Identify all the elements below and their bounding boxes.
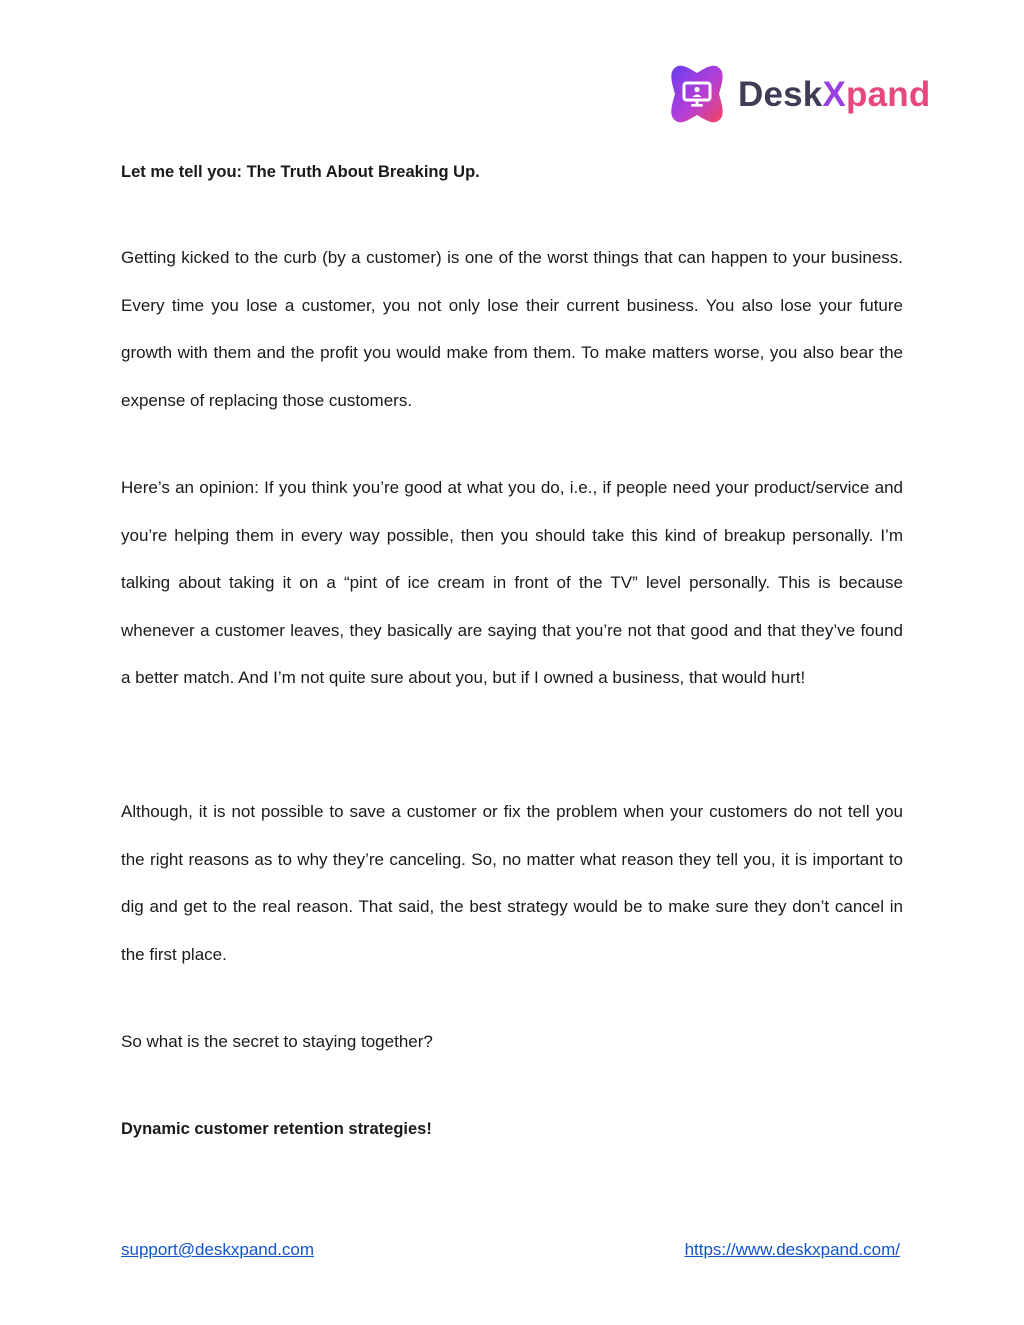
brand-logo [664,60,930,128]
brand-wordmark-pand: pand [846,74,931,114]
support-email-link[interactable]: support@deskxpand.com [121,1240,315,1259]
brand-wordmark-desk: Desk [738,74,823,114]
paragraph-2: Here’s an opinion: If you think you’re good at what you do, i.e., if people need your product/service and you’re helping them in every way possible, then you should take this kind of breakup personally. I’m talking about taking it on a “pint of ice cream in front of the TV” level personally. This is because whenever a customer leaves, they basically are saying that you’re not that good and that they’ve found a better match. And I’m not quite sure about you, but if I owned a business, that would hurt! [121,478,903,688]
brand-wordmark-x: X [822,74,847,114]
website-link[interactable]: https://www.deskxpand.com/ [684,1240,900,1259]
deskxpand-logo-icon [664,61,730,127]
brand-wordmark [738,74,931,114]
document-title: Let me tell you: The Truth About Breaking Up. [121,163,480,181]
paragraph-3: Although, it is not possible to save a customer or fix the problem when your customers do not tell you the right reasons as to why they’re canceling. So, no matter what reason they tell you, it is important to dig and get to the real reason. That said, the best strategy would be to make sure they don’t cancel in the first place. [121,802,903,964]
closing-heading: Dynamic customer retention strategies! [121,1120,432,1138]
paragraph-4: So what is the secret to staying together? [121,1032,433,1051]
paragraph-1: Getting kicked to the curb (by a customer) is one of the worst things that can happen to your business. Every time you lose a customer, you not only lose their current business. You also lose your future growth with them and the profit you would make from them. To make matters worse, you also bear the expense of replacing those customers. [121,248,903,410]
